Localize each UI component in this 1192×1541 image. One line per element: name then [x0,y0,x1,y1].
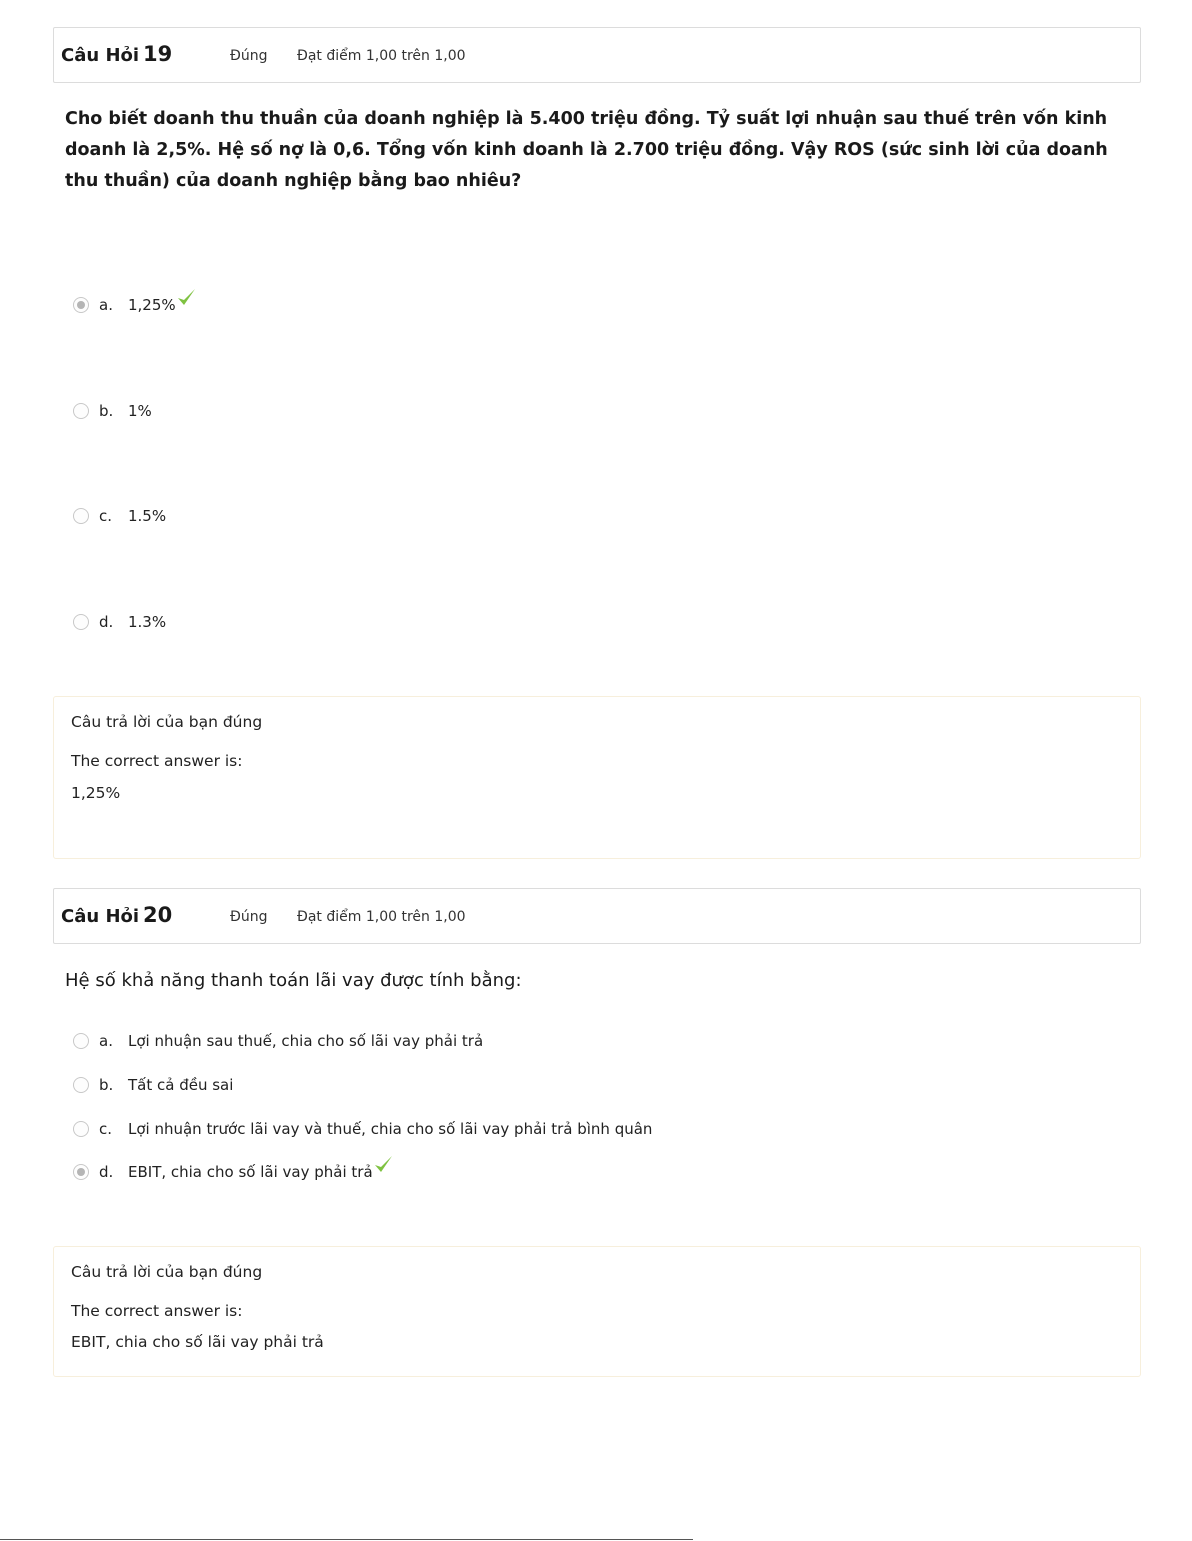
question-number [61,42,172,66]
question-20-header [53,888,1141,944]
option-letter: b. [99,1076,114,1094]
check-icon [177,288,196,311]
q20-option-b[interactable] [73,1074,233,1096]
radio-icon[interactable] [73,1033,89,1049]
q19-option-b[interactable] [73,400,152,422]
q20-option-c[interactable] [73,1118,652,1140]
q19-option-d[interactable] [73,611,166,633]
q19-option-a[interactable] [73,294,196,316]
question-number-value: 19 [143,42,173,66]
option-letter: d. [99,1163,114,1181]
radio-icon[interactable] [73,297,89,313]
option-text: 1,25% [128,296,176,314]
q20-option-d[interactable] [73,1161,393,1183]
correct-answer-value: EBIT, chia cho số lãi vay phải trả [71,1333,324,1351]
option-letter: a. [99,1032,113,1050]
option-letter: c. [99,1120,113,1138]
question-20-feedback [53,1246,1141,1377]
question-state: Đúng [230,48,268,64]
radio-icon[interactable] [73,1164,89,1180]
check-icon [374,1155,393,1178]
option-text: Lợi nhuận trước lãi vay và thuế, chia cho số lãi vay phải trả bình quân [128,1120,653,1138]
radio-icon[interactable] [73,508,89,524]
q19-option-c[interactable] [73,505,166,527]
option-letter: d. [99,613,114,631]
option-text: 1.5% [128,507,167,525]
question-label: Câu Hỏi [61,45,140,66]
question-19-text: Cho biết doanh thu thuần của doanh nghiệp là 5.400 triệu đồng. Tỷ suất lợi nhuận sau thuế trên vốn kinh doanh là 2,5%. Hệ số nợ là 0,6. Tổng vốn kinh doanh là 2.700 triệu đồng. Vậy ROS (sức sinh lời của doanh thu thuần) của doanh nghiệp bằng bao nhiêu? [65,109,1108,191]
question-20-text: Hệ số khả năng thanh toán lãi vay được tính bằng: [65,970,522,991]
option-text: 1% [128,402,152,420]
question-label: Câu Hỏi [61,906,140,927]
radio-icon[interactable] [73,1077,89,1093]
question-grade: Đạt điểm 1,00 trên 1,00 [297,48,466,64]
correct-answer-value: 1,25% [71,784,121,802]
option-text: Tất cả đều sai [128,1076,234,1094]
option-letter: a. [99,296,113,314]
option-letter: c. [99,507,113,525]
radio-icon[interactable] [73,403,89,419]
radio-icon[interactable] [73,614,89,630]
correct-answer-label: The correct answer is: [71,752,243,770]
option-text: 1.3% [128,613,167,631]
option-text: EBIT, chia cho số lãi vay phải trả [128,1163,373,1181]
question-19-header [53,27,1141,83]
question-19-feedback [53,696,1141,859]
question-state: Đúng [230,909,268,925]
question-number-value: 20 [143,903,173,927]
q20-option-a[interactable] [73,1030,483,1052]
question-number [61,903,172,927]
radio-icon[interactable] [73,1121,89,1137]
option-text: Lợi nhuận sau thuế, chia cho số lãi vay phải trả [128,1032,484,1050]
question-grade: Đạt điểm 1,00 trên 1,00 [297,909,466,925]
feedback-result: Câu trả lời của bạn đúng [71,713,263,731]
option-letter: b. [99,402,114,420]
correct-answer-label: The correct answer is: [71,1302,243,1320]
feedback-result: Câu trả lời của bạn đúng [71,1263,263,1281]
footer-divider [0,1539,693,1540]
